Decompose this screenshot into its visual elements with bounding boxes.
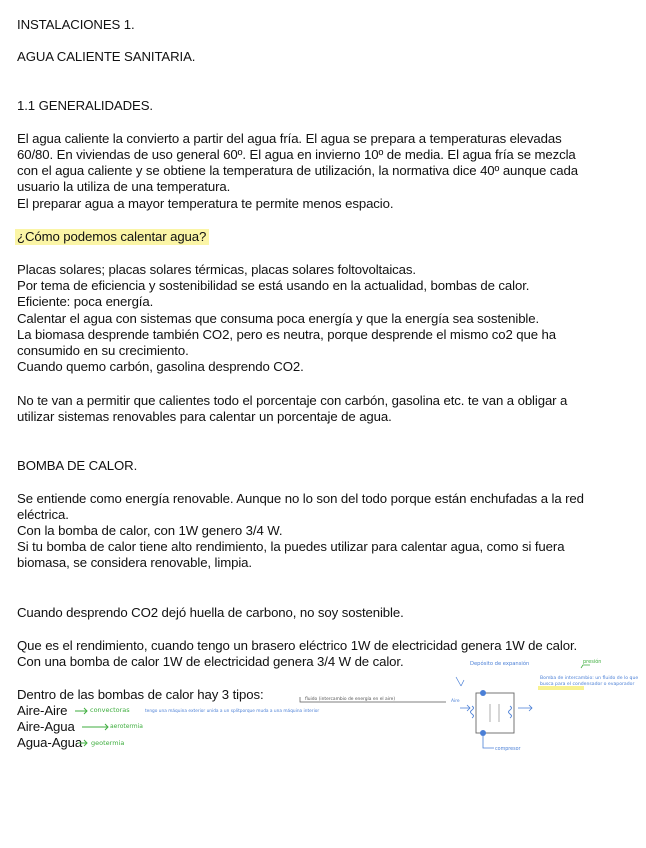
paragraph-line: Que es el rendimiento, cuando tengo un brasero eléctrico 1W de electricidad genera 1W de calor. <box>17 638 578 653</box>
paragraph-line: Cuando quemo carbón, gasolina desprendo CO2. <box>17 359 304 374</box>
paragraph-line: Placas solares; placas solares térmicas, placas solares foltovoltaicas. <box>17 262 416 277</box>
paragraph-line: biomasa, se considera renovable, limpia. <box>17 555 252 570</box>
tipo-item: Agua-Agua <box>17 735 83 750</box>
handwritten-note: Aire <box>451 699 460 704</box>
paragraph-line: consumido en su crecimiento. <box>17 343 189 358</box>
paragraph-line: Calentar el agua con sistemas que consuma poca energía y que la energía sea sostenible. <box>17 311 540 326</box>
paragraph-line: eléctrica. <box>17 507 69 522</box>
paragraph-line: con el agua caliente y se obtiene la temperatura de utilización, la normativa dice 40º aunque cada <box>17 163 578 178</box>
handwritten-note: geotermia <box>91 739 125 747</box>
tipo-item: Aire-Aire <box>17 703 68 718</box>
paragraph-line: Se entiende como energía renovable. Aunque no lo son del todo porque están enchufadas a la red <box>17 491 584 506</box>
tipo-item: Aire-Agua <box>17 719 75 734</box>
paragraph-line: Por tema de eficiencia y sostenibilidad se está usando en la actualidad, bombas de calor. <box>17 278 530 293</box>
handwritten-note: convectoras <box>90 706 130 714</box>
paragraph-line: Si tu bomba de calor tiene alto rendimiento, la puedes utilizar para calentar agua, como si fuera <box>17 539 565 554</box>
paragraph-line: No te van a permitir que calientes todo el porcentaje con carbón, gasolina etc. te van a obligar a <box>17 393 568 408</box>
paragraph-line: Con la bomba de calor, con 1W genero 3/4 W. <box>17 523 283 538</box>
paragraph-line: La biomasa desprende también CO2, pero es neutra, porque desprende el mismo co2 que ha <box>17 327 557 342</box>
handwritten-note: aerotermia <box>110 723 143 730</box>
paragraph-line: Cuando desprendo CO2 dejó huella de carbono, no soy sostenible. <box>17 605 404 620</box>
tipos-intro: Dentro de las bombas de calor hay 3 tipos: <box>17 687 264 702</box>
doc-subtitle: AGUA CALIENTE SANITARIA. <box>17 49 196 64</box>
handwritten-note: fluido (intercambio de energía en el aire) <box>305 697 396 702</box>
section-heading-bomba: BOMBA DE CALOR. <box>17 458 138 473</box>
handwritten-note: tengo una máquina exterior unida a un splitporque muda a una máquina interior <box>145 709 320 714</box>
paragraph-line: Con una bomba de calor 1W de electricidad genera 3/4 W de calor. <box>17 654 404 669</box>
handwritten-note: presión <box>583 659 602 665</box>
handwritten-note: compresor <box>495 747 521 752</box>
doc-title: INSTALACIONES 1. <box>17 17 135 32</box>
paragraph-line: usuario la utiliza de una temperatura. <box>17 179 231 194</box>
highlighted-question <box>17 229 209 245</box>
paragraph-line: El preparar agua a mayor temperatura te permite menos espacio. <box>17 196 394 211</box>
section-heading-generalidades: 1.1 GENERALIDADES. <box>17 98 153 113</box>
handwritten-note: Bomba de intercambio: un fluido de lo que busca para el condensador o evaporador <box>540 676 639 687</box>
question-text: ¿Cómo podemos calentar agua? <box>15 229 209 245</box>
paragraph-line: Eficiente: poca energía. <box>17 294 154 309</box>
paragraph-line: 60/80. En viviendas de uso general 60º. El agua en invierno 10º de media. El agua fría se mezcla <box>17 147 576 162</box>
paragraph-line: El agua caliente la convierto a partir del agua fría. El agua se prepara a temperaturas elevadas <box>17 131 562 146</box>
handwritten-note: Depósito de expansión <box>470 661 530 667</box>
heat-pump-sketch <box>296 664 596 758</box>
paragraph-line: utilizar sistemas renovables para calentar un porcentaje de agua. <box>17 409 392 424</box>
